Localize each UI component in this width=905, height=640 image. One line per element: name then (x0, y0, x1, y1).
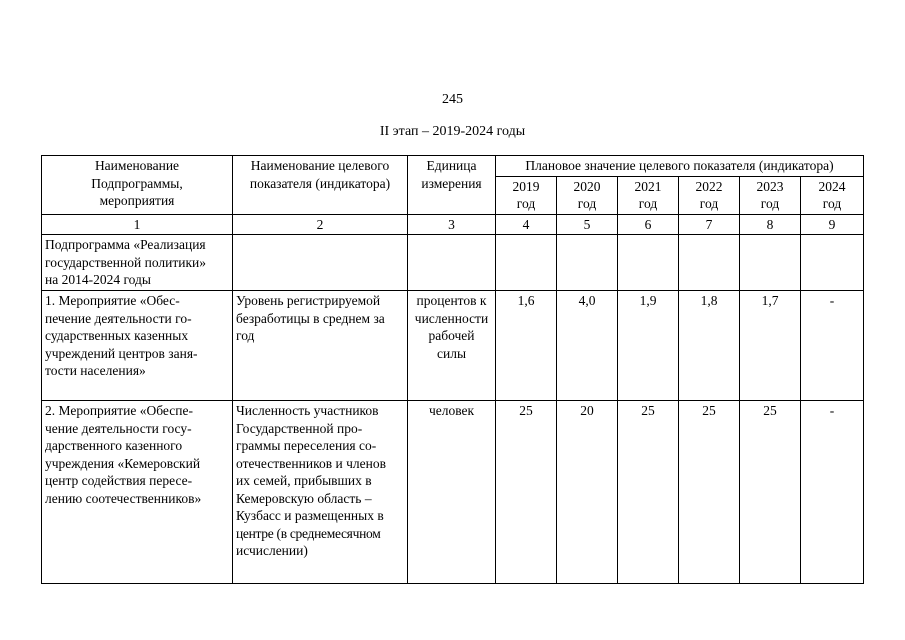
page-number: 245 (442, 92, 463, 107)
value-cell: 1,8 (679, 291, 740, 401)
header-year-2023 (740, 176, 801, 214)
year-unit: год (577, 196, 597, 211)
activity-name-line: центр содействия пересе- (45, 473, 193, 488)
stage-title: II этап – 2019-2024 годы (379, 124, 526, 139)
header-unit (408, 156, 496, 215)
indicator-name-line: исчислении) (236, 543, 308, 558)
subprogram-name-line: на 2014-2024 годы (45, 272, 151, 287)
header-year-2024 (801, 176, 864, 214)
activity-name-line: чение деятельности госу- (45, 420, 192, 436)
subprogram-name-line: государственной политики» (45, 254, 207, 270)
header-subprogram-line: Подпрограммы, (91, 175, 183, 191)
indicator-name-line: год (236, 328, 255, 343)
value-cell: 25 (496, 401, 557, 584)
value-cell: 25 (679, 401, 740, 584)
column-number: 6 (618, 214, 679, 235)
year-label: 2023 (756, 178, 784, 194)
activity-name-line: 2. Мероприятие «Обеспе- (45, 403, 193, 418)
year-unit: год (638, 196, 658, 211)
column-number-row (42, 214, 864, 235)
activity-name-line: печение деятельности го- (45, 310, 192, 326)
value-cell: 25 (740, 401, 801, 584)
header-planned-value: Плановое значение целевого показателя (индикатора) (496, 156, 864, 177)
empty-cell (618, 235, 679, 291)
value-cell: 1,6 (496, 291, 557, 401)
column-number: 9 (801, 214, 864, 235)
empty-cell (801, 235, 864, 291)
header-year-2020 (557, 176, 618, 214)
empty-cell (408, 235, 496, 291)
value-cell: - (801, 401, 864, 584)
year-unit: год (516, 196, 536, 211)
year-label: 2021 (634, 178, 662, 194)
indicator-name-line: Уровень регистрируемой (236, 293, 381, 308)
column-number: 5 (557, 214, 618, 235)
column-number: 7 (679, 214, 740, 235)
header-indicator-line: показателя (индикатора) (249, 175, 391, 191)
column-number: 1 (42, 214, 233, 235)
header-unit-line: Единица (426, 158, 477, 173)
header-subprogram-line: мероприятия (99, 193, 175, 208)
header-year-2021 (618, 176, 679, 214)
indicator-name-line: Кемеровскую область – (236, 490, 372, 506)
indicator-name-line: безработицы в среднем за (236, 310, 385, 326)
value-cell: - (801, 291, 864, 401)
subprogram-name-line: Подпрограмма «Реализация (45, 237, 206, 252)
year-unit: год (822, 196, 842, 211)
header-row-1 (42, 156, 864, 177)
unit-line: человек (428, 403, 475, 418)
year-label: 2020 (573, 178, 601, 194)
activity-name-line: 1. Мероприятие «Обес- (45, 293, 180, 308)
header-year-2022 (679, 176, 740, 214)
header-subprogram-line: Наименование (94, 158, 180, 173)
unit-line: численности (414, 310, 489, 326)
indicator-name (233, 291, 408, 401)
indicator-name-line: Государственной про- (236, 420, 363, 436)
value-cell: 4,0 (557, 291, 618, 401)
unit-line: процентов к (416, 293, 487, 308)
table-row (42, 291, 864, 401)
activity-name-line: дарственного казенного (45, 438, 183, 453)
subprogram-row (42, 235, 864, 291)
header-unit-line: измерения (421, 175, 482, 191)
indicator-name-line: их семей, прибывших в (236, 473, 372, 488)
column-number: 2 (233, 214, 408, 235)
activity-name-line: сударственных казенных (45, 328, 189, 343)
indicator-name-line: граммы переселения со- (236, 438, 377, 453)
empty-cell (679, 235, 740, 291)
column-number: 3 (408, 214, 496, 235)
unit-cell (408, 401, 496, 584)
activity-name-line: учреждения «Кемеровский (45, 455, 201, 471)
year-unit: год (699, 196, 719, 211)
header-indicator (233, 156, 408, 215)
unit-line: рабочей (428, 328, 475, 343)
activity-name-line: лению соотечественников» (45, 490, 202, 506)
column-number: 4 (496, 214, 557, 235)
activity-name (42, 291, 233, 401)
indicator-name-line: центре (в среднемесячном (236, 525, 381, 541)
activity-name-line: учреждений центров заня- (45, 345, 198, 361)
indicator-name-line: Численность участников (236, 403, 379, 418)
indicator-name (233, 401, 408, 584)
activity-name (42, 401, 233, 584)
year-label: 2019 (512, 178, 540, 194)
empty-cell (557, 235, 618, 291)
unit-line: силы (436, 345, 467, 361)
year-unit: год (760, 196, 780, 211)
empty-cell (740, 235, 801, 291)
header-year-2019 (496, 176, 557, 214)
header-indicator-line: Наименование целевого (250, 158, 390, 173)
empty-cell (496, 235, 557, 291)
indicator-name-line: отечественников и членов (236, 455, 386, 471)
indicator-name-line: Кузбасс и размещенных в (236, 508, 384, 523)
value-cell: 1,9 (618, 291, 679, 401)
table-row (42, 401, 864, 584)
column-number: 8 (740, 214, 801, 235)
empty-cell (233, 235, 408, 291)
value-cell: 25 (618, 401, 679, 584)
indicators-table (41, 155, 864, 584)
value-cell: 20 (557, 401, 618, 584)
value-cell: 1,7 (740, 291, 801, 401)
header-subprogram (42, 156, 233, 215)
year-label: 2024 (818, 178, 846, 194)
unit-cell (408, 291, 496, 401)
year-label: 2022 (695, 178, 723, 194)
subprogram-name (42, 235, 233, 291)
activity-name-line: тости населения» (45, 363, 146, 378)
